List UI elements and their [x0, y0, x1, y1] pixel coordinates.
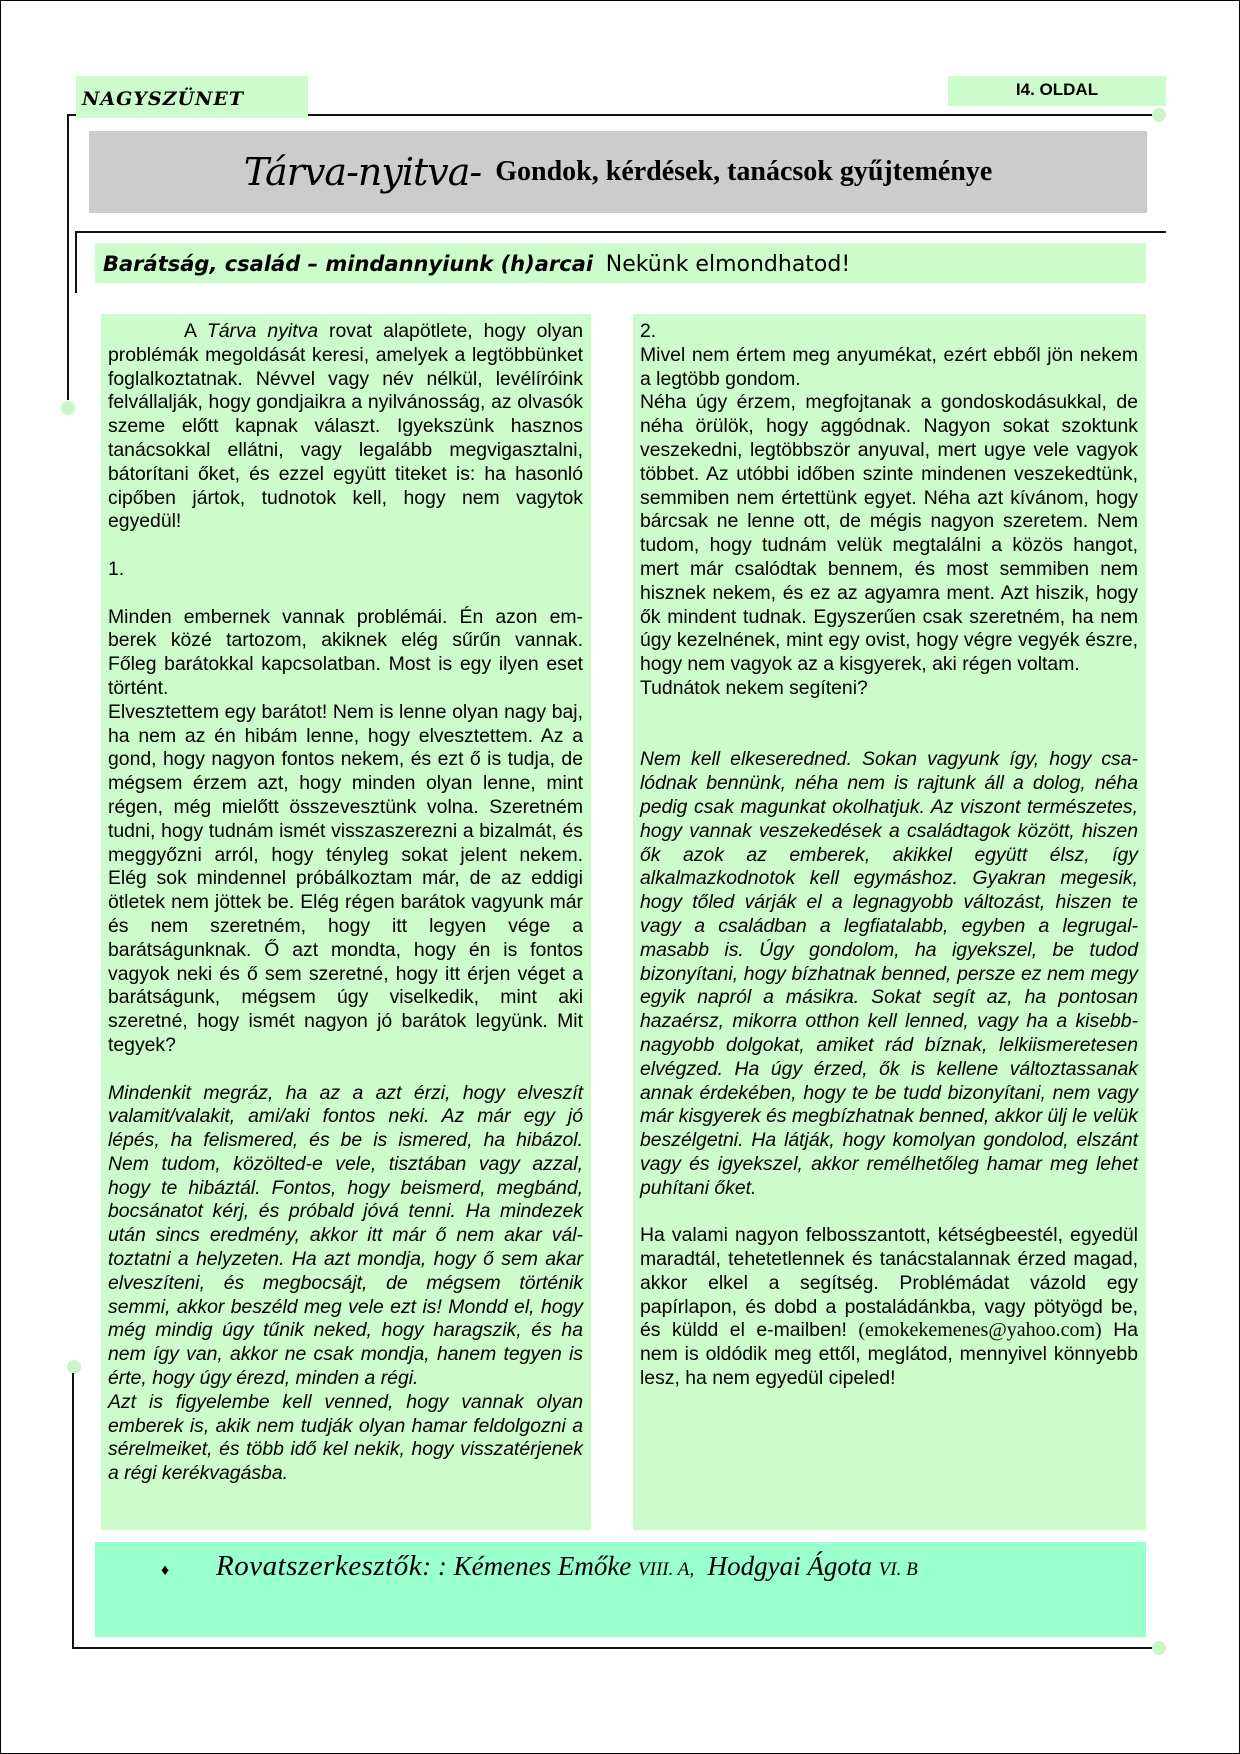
- intro-prefix: A: [184, 320, 207, 342]
- editors-separator: : :: [422, 1551, 454, 1581]
- left-rule-dot-bottom: [67, 1360, 81, 1374]
- diamond-bullet-icon: ♦: [161, 1562, 170, 1579]
- left-rule-bottom: [72, 1373, 74, 1649]
- answer-1-paragraph-1: Mindenkit megráz, ha az a azt érzi, hogy elveszít valamit/valakit, ami/aki fontos neki. Az már egy jó lépés, ha felismered, és be is ismered, ha hibázol. Nem tudom, közölted-e vele, tisztában vagy azzal, hogy te hibáztál. Fontos, hogy beismerd, megbánd, bocsánatot kérj, és próbald jóvá tenni. Ha mindezek után sincs eredmény, akkor itt már ő nem akar változtatni a helyzeten. Ha azt mondja, hogy ő sem akar elveszíteni, és megbocsájt, de mégsem történik semmi, akkor beszéld meg vele ezt is! Mondd el, hogy még mindig úgy tűnik neked, hogy haragszik, és ha nem így van, akkor ne csak mondja, hanem tegyen is érte, hogy úgy érezd, minden a régi.: [108, 1081, 583, 1390]
- editors-credit: [216, 1550, 918, 1583]
- letter-2-paragraph-3: Tudnátok nekem segíteni?: [640, 676, 868, 699]
- section-heading: [95, 243, 1146, 283]
- section-heading-tail: Nekünk elmondhatod!: [605, 252, 851, 277]
- editor-2-name: Hodgyai Ágota: [694, 1551, 879, 1581]
- left-rule-top: [67, 114, 69, 400]
- bottom-rule-dot: [1152, 1641, 1166, 1655]
- editor-2-class: VI. B: [878, 1559, 918, 1580]
- letter-2-number: 2.: [640, 320, 657, 342]
- left-rule-dot-top: [61, 401, 75, 415]
- editors-label: Rovatszerkesztők: [216, 1550, 423, 1582]
- bottom-rule: [72, 1647, 1152, 1649]
- editors-footer: [95, 1542, 1146, 1637]
- column-name-italic: Tárva nyitva: [206, 320, 319, 342]
- answer-2-paragraph: Nem kell elkeseredned. Sokan vagyunk így, hogy csalódnak bennünk, néha nem is rajtunk áll a dolog, néha pedig csak magunkat okolhatjuk. Az viszont természetes, hogy vannak veszekedések a családtagok között, hiszen ők azok az emberek, akikkel együtt élsz, így alkalmazkodnotok kell egymáshoz. Gyakran megesik, hogy tőled várják el a legnagyobb változást, hiszen te vagy a családban a legfiatalabb, egyben a legrugalmasabb is. Úgy gondolom, ha igyekszel, be tudod bizonyítani, hogy bízhatnak benned, persze ez nem megy egyik napról a másikra. Sokat segít az, ha pontosan hazaérsz, mikorra otthon kell lenned, vagy ha a kisebb-nagyobb dolgokat, amiket rád bíznak, lelkiismeretesen elvégzed. Ha úgy érzed, ők is kellene változtassanak annak érdekében, hogy te be tudd bizonyítani, nem vagy már kisgyerek és megbízhatnak benned, akkor ülj le velük beszélgetni. Ha látják, hogy komolyan gondolod, elszánt vagy és igyekszel, akkor remélhetőleg hamar meg lehet puhítani őket.: [640, 748, 1138, 1199]
- page-number: I4. OLDAL: [948, 76, 1166, 106]
- masthead: NAGYSZÜNET: [76, 76, 308, 118]
- column-subtitle: Gondok, kérdések, tanácsok gyűjteménye: [495, 156, 993, 187]
- intro-text: rovat alapötlete, hogy olyan problémák megoldását keresi, amelyek a legtöbbünket foglalkoztatnak. Névvel vagy név nélkül, levélíróink felvállalják, hogy gondjaikra a nyilvánosság, az olvasók szeme előtt kapnak választ. Igyekszünk hasznos tanácsokkal ellátni, vagy legalább megvigasztalni, bátorítani őket, és ezzel együtt titeket is: ha hasonló cipőben jártok, tudnotok kell, hogy nem vagytok egyedül!: [108, 320, 584, 533]
- left-column: [101, 314, 591, 1530]
- editor-1-class: VIII. A,: [638, 1559, 695, 1580]
- letter-2-paragraph-1: Mivel nem értem meg anyumékat, ezért ebből jön nekem a legtöbb gondom.: [640, 343, 1138, 390]
- closing-paragraph: [640, 1224, 1138, 1391]
- closing-text-1: Ha valami nagyon felbosszantott, kétségbeestél, egyedül maradtál, tehetetlennek és tanácstalannak érzed magad, akkor elkel a segítség. Problémádat vázold egy papírlapon, és dobd a postaládánkba, vagy pötyögd be, és küldd el e-mailben!: [640, 1224, 1138, 1342]
- title-banner: [89, 131, 1147, 213]
- email-link[interactable]: (emokekemenes@yahoo.com): [858, 1319, 1102, 1342]
- letter-1-number: 1.: [108, 557, 125, 580]
- section-heading-lead: Barátság, család – mindannyiunk (h)arcai: [103, 252, 594, 276]
- editor-1-name: Kémenes Emőke: [453, 1551, 639, 1581]
- answer-1-paragraph-2: Azt is figyelembe kell venned, hogy vannak olyan emberek is, akik nem tudják olyan hamar feldolgozni a sérelmeiket, és több idő kel nekik, hogy visszatérjenek a régi kerékvagásba.: [108, 1390, 583, 1485]
- letter-1-paragraph-2: Elvesztettem egy barátot! Nem is lenne olyan nagy baj, ha nem az én hibám lenne, hogy elvesztettem. Az a gond, hogy nagyon fontos nekem, és ezt ő is tudja, de mégsem érzem azt, hogy minden olyan lenne, mint régen, még mielőtt összevesztünk volna. Szeretném tudni, hogy tudnám ismét visszaszerezni a bizalmát, és meggyőzni arról, hogy tényleg sokat jelent nekem. Elég sok mindennel próbálkoztam már, de az eddigi ötletek nem jöttek be. Elég régen barátok vagyunk már és nem szeretném, hogy itt legyen vége a barátságunknak. Ő azt mondta, hogy én is fontos vagyok neki és ő sem szeretné, hogy itt érjen véget a barátságunk, mégsem úgy viselkedik, mint aki szeretné, hogy ismét nagyon jó barátok legyünk. Mit tegyek?: [108, 700, 583, 1056]
- top-rule-dot: [1152, 108, 1166, 122]
- column-title: Tárva-nyitva-: [243, 150, 482, 194]
- letter-1-paragraph-1: Minden embernek vannak problémái. Én azon emberek közé tartozom, akiknek elég sűrűn vannak. Főleg barátokkal kapcsolatban. Most is egy ilyen eset történt.: [108, 605, 583, 699]
- letter-2-paragraph-2: Néha úgy érzem, megfojtanak a gondoskodásukkal, de néha örülök, hogy aggódnak. Nagyon sokat szoktunk veszekedni, legtöbbször anyuval, mert ugye vele vagyok többet. Az utóbbi időben szinte mindenen veszekedtünk, semmiben nem értettünk egyet. Néha azt kívánom, hogy bárcsak ne lenne ott, de mégis nagyon szeretem. Nem tudom, hogy tudnám velük megtalálni a közös hangot, mert már csalódtak bennem, és most semmiben nem hisznek nekem, és ez az agyamra ment. Azt hiszik, hogy ők mindent tudnak. Egyszerűen csak szeretném, ha nem úgy kezelnének, mint egy ovist, hogy végre vegyék észre, hogy nem vagyok az a kisgyerek, aki régen voltam.: [640, 391, 1138, 676]
- section-rule-tick: [75, 231, 77, 293]
- intro-paragraph: [108, 320, 583, 534]
- right-column: [633, 314, 1146, 1530]
- section-rule: [75, 231, 1166, 233]
- closing-text-2: Ha nem is oldódik meg ettől, meglátod, mennyivel könnyebb lesz, ha nem egyedül cipeled!: [640, 1319, 1138, 1390]
